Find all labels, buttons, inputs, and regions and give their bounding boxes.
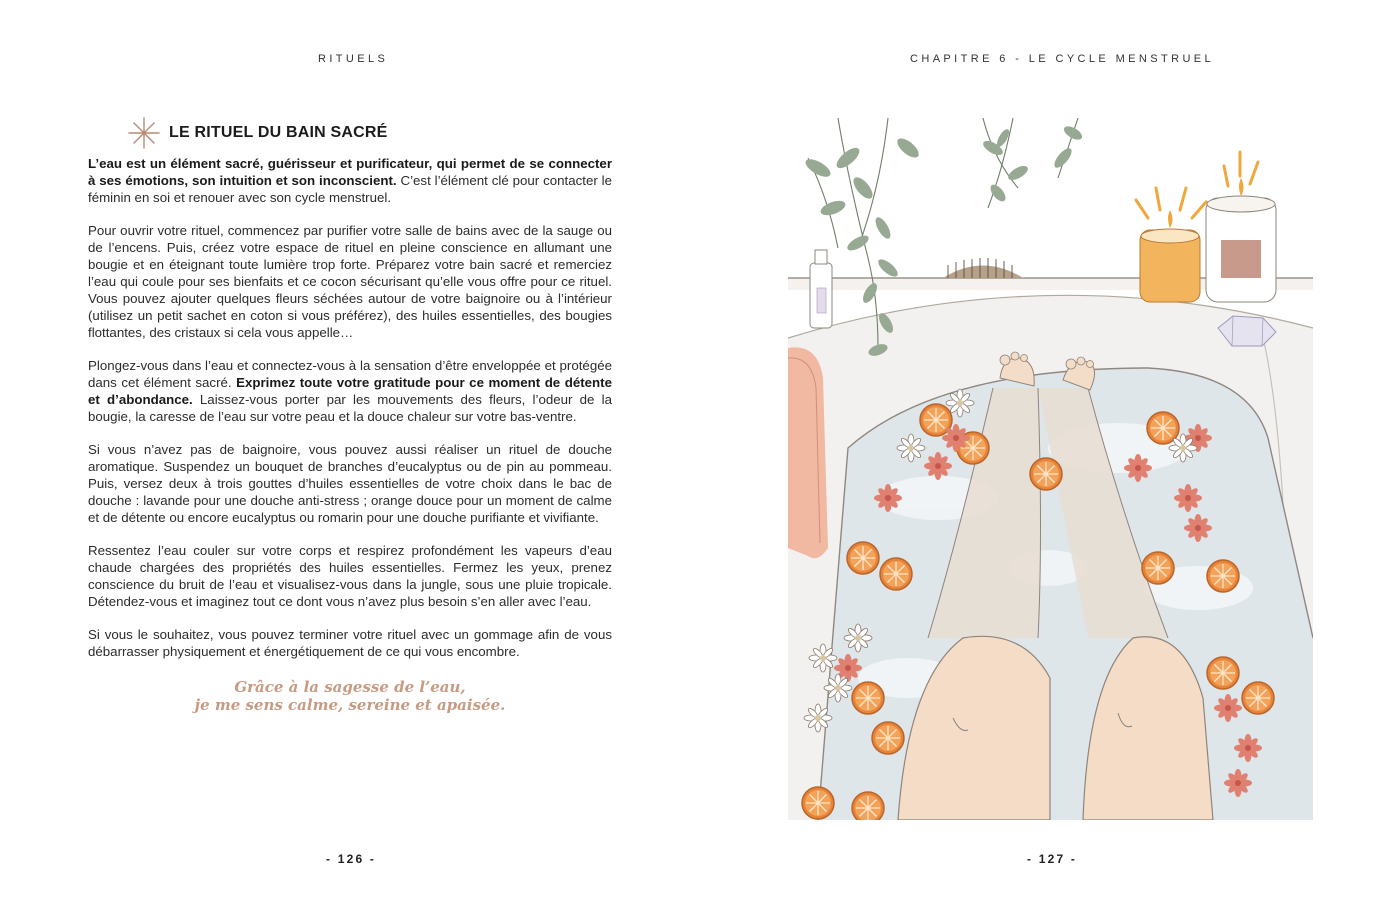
paragraph-4: Si vous n’avez pas de baignoire, vous pouvez aussi réaliser un rituel de douche aromatique. Suspendez un bouquet de branches d’eucalyptus ou de pin au pommeau. Puis, versez deux à trois gouttes d’huiles essentielles de votre choix dans le bac de douche : lavande pour une douche anti-stress ; orange douce pour un moment de calme et de détente ou encore eucalyptus ou romarin pour une douche purifiante et vivifiante.	[88, 442, 612, 525]
bath-illustration	[788, 118, 1313, 820]
right-page	[700, 0, 1400, 900]
affirmation-line-2: je me sens calme, sereine et apaisée.	[194, 696, 506, 714]
paragraph-5: Ressentez l’eau couler sur votre corps et respirez profondément les vapeurs d’eau chaude chargées des propriétés des huiles essentielles. Fermez les yeux, prenez conscience du bruit de l’eau et visualisez-vous dans la jungle, sous une pluie tropicale. Détendez-vous et imaginez tout ce dont vous n’avez plus besoin s’en aller avec l’eau.	[88, 543, 612, 609]
paragraph-3-before: Plongez-vous dans l’eau et connectez-vous à la sensation d’être enveloppée et protégée dans cet élément sacré.	[88, 358, 612, 390]
section-heading	[127, 116, 388, 150]
paragraph-3	[88, 357, 612, 425]
page-number: - 127 -	[1027, 852, 1078, 866]
affirmation	[88, 678, 612, 714]
running-head: RITUELS	[318, 53, 389, 65]
paragraph-6: Si vous le souhaitez, vous pouvez terminer votre rituel avec un gommage afin de vous débarrasser physiquement et énergétiquement de ce qui vous encombre.	[88, 627, 612, 659]
paragraph-1	[88, 155, 612, 206]
page-number: - 126 -	[326, 852, 377, 866]
paragraph-3-bold: Exprimez toute votre gratitude pour ce moment de détente et d’abondance.	[88, 375, 612, 407]
paragraph-2: Pour ouvrir votre rituel, commencez par purifier votre salle de bains avec de la sauge ou de l’encens. Puis, créez votre espace de rituel en pleine conscience en allumant une bougie et en éteignant toute lumière trop forte. Préparez votre bain sacré et remerciez l’eau qui coule pour ses bienfaits et ce cocon sécurisant qu’elle vous offre pour ce rituel. Vous pouvez ajouter quelques fleurs séchées autour de votre baignoire ou à l’intérieur (utilisez un petit sachet en coton si vous préférez), des huiles essentielles, des bougies flottantes, des cristaux si cela vous appelle…	[88, 223, 612, 340]
body-text	[88, 155, 612, 676]
sparkle-icon	[127, 116, 161, 150]
section-title: LE RITUEL DU BAIN SACRÉ	[169, 124, 388, 141]
paragraph-3-after: Laissez-vous porter par les mouvements des fleurs, l’odeur de la bougie, la caresse de l’eau sur votre peau et la douce chaleur sur votre bas-ventre.	[88, 392, 612, 424]
running-head: CHAPITRE 6 - LE CYCLE MENSTRUEL	[910, 53, 1215, 65]
affirmation-line-1: Grâce à la sagesse de l’eau,	[234, 678, 466, 696]
paragraph-1-rest: C’est l’élément clé pour contacter le féminin en soi et renouer avec son cycle menstruel.	[88, 173, 612, 205]
paragraph-1-bold: L’eau est un élément sacré, guérisseur et purificateur, qui permet de se connecter à ses émotions, son intuition et son inconscient.	[88, 156, 612, 188]
